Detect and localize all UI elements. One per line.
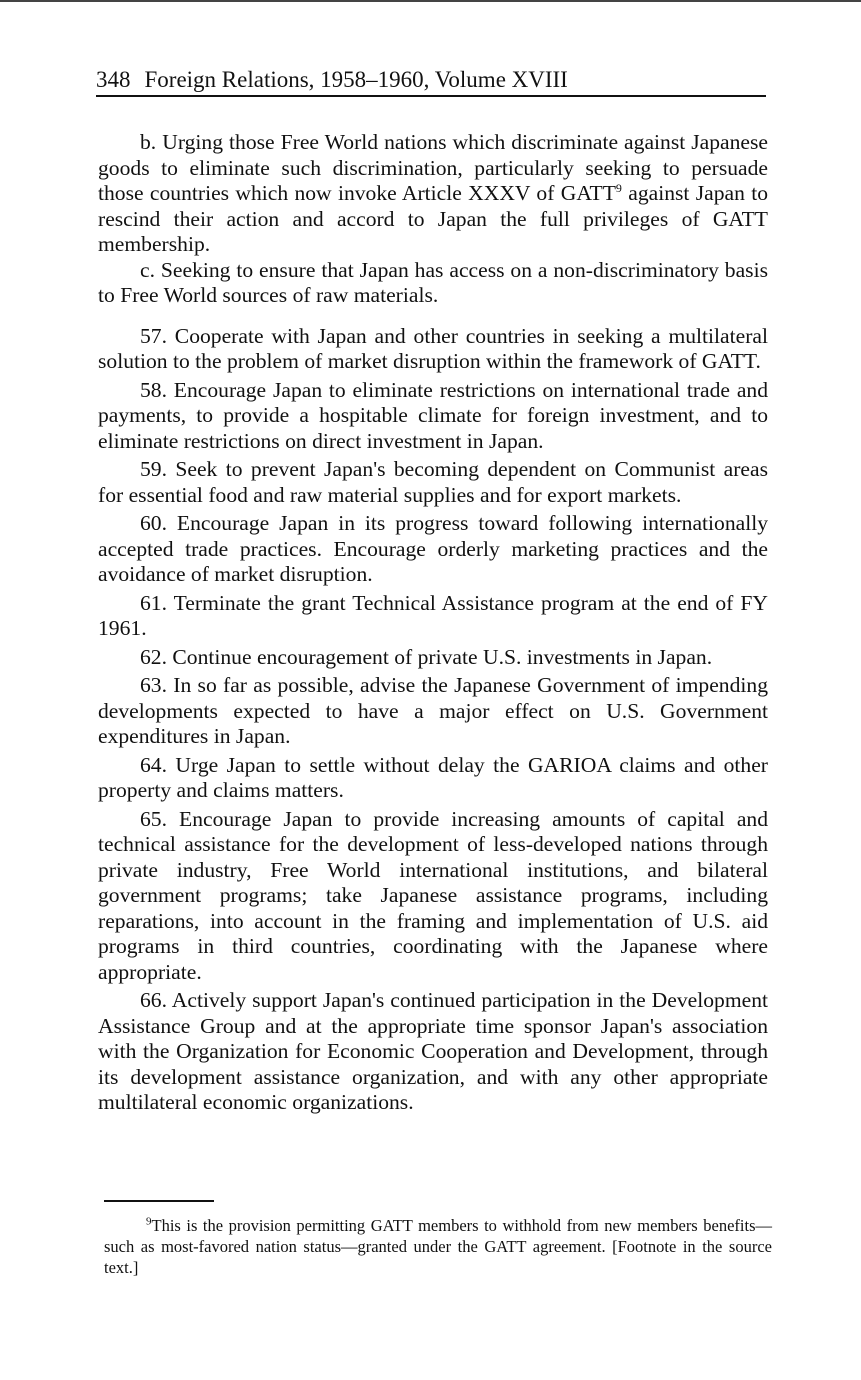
footnote-reference: 9: [615, 180, 622, 195]
paragraph-59: 59. Seek to prevent Japan's becoming dependent on Communist areas for essential food and raw material supplies and for export markets.: [98, 457, 768, 507]
paragraph-b-text-2: against Japan to rescind their action and accord to Japan the full privileges of GATT membership.: [98, 181, 769, 256]
paragraph-61: 61. Terminate the grant Technical Assistance program at the end of FY 1961.: [98, 590, 768, 640]
paragraph-57: 57. Cooperate with Japan and other countries in seeking a multilateral solution to the problem of market disruption within the framework of GATT.: [98, 323, 768, 373]
paragraph-65: 65. Encourage Japan to provide increasing amounts of capital and technical assistance for the development of less-developed nations through private industry, Free World international institutions, and bilateral government programs; take Japanese assistance programs, including reparations, into account in the framing and implementation of U.S. aid programs in third countries, coordinating with the Japanese where appropriate.: [98, 806, 768, 984]
document-body: [98, 130, 768, 1116]
volume-title: Foreign Relations, 1958–1960, Volume XVIII: [144, 67, 568, 92]
paragraph-58: 58. Encourage Japan to eliminate restrictions on international trade and payments, to provide a hospitable climate for foreign investment, and to eliminate restrictions on direct investment in Japan.: [98, 377, 768, 453]
footnote-marker: 9: [146, 1215, 152, 1228]
paragraph-66: 66. Actively support Japan's continued participation in the Development Assistance Group and at the appropriate time sponsor Japan's association with the Organization for Economic Cooperation and Development, through its development assistance organization, and with any other appropriate multilateral economic organizations.: [98, 988, 768, 1114]
paragraph-62: 62. Continue encouragement of private U.S. investments in Japan.: [140, 644, 713, 669]
header-rule: [96, 95, 766, 97]
footnote-text: [104, 1215, 772, 1278]
paragraph-b-text-1: b. Urging those Free World nations which discriminate against Japanese goods to eliminate such discrimination, particularly seeking to persuade those countries which now invoke Article XXXV of GATT: [98, 130, 768, 205]
paragraph-b: [98, 130, 768, 258]
footnote-body: This is the provision permitting GATT members to withhold from new members benefits—such as most-favored nation status—granted under the GATT agreement. [Footnote in the source text.]: [104, 1216, 772, 1277]
page-number: 348: [96, 67, 131, 92]
paragraph-63: 63. In so far as possible, advise the Japanese Government of impending developments expected to have a major effect on U.S. Government expenditures in Japan.: [98, 673, 768, 748]
paragraph-c: c. Seeking to ensure that Japan has access on a non-discriminatory basis to Free World sources of raw materials.: [98, 257, 768, 307]
paragraph-60: 60. Encourage Japan in its progress toward following internationally accepted trade practices. Encourage orderly marketing practices and the avoidance of market disruption.: [98, 511, 768, 586]
footnote: [104, 1215, 772, 1278]
page-top-edge: [0, 0, 861, 2]
footnote-rule: [104, 1200, 214, 1202]
running-header: [96, 66, 766, 94]
paragraph-64: 64. Urge Japan to settle without delay the GARIOA claims and other property and claims matters.: [98, 752, 768, 802]
